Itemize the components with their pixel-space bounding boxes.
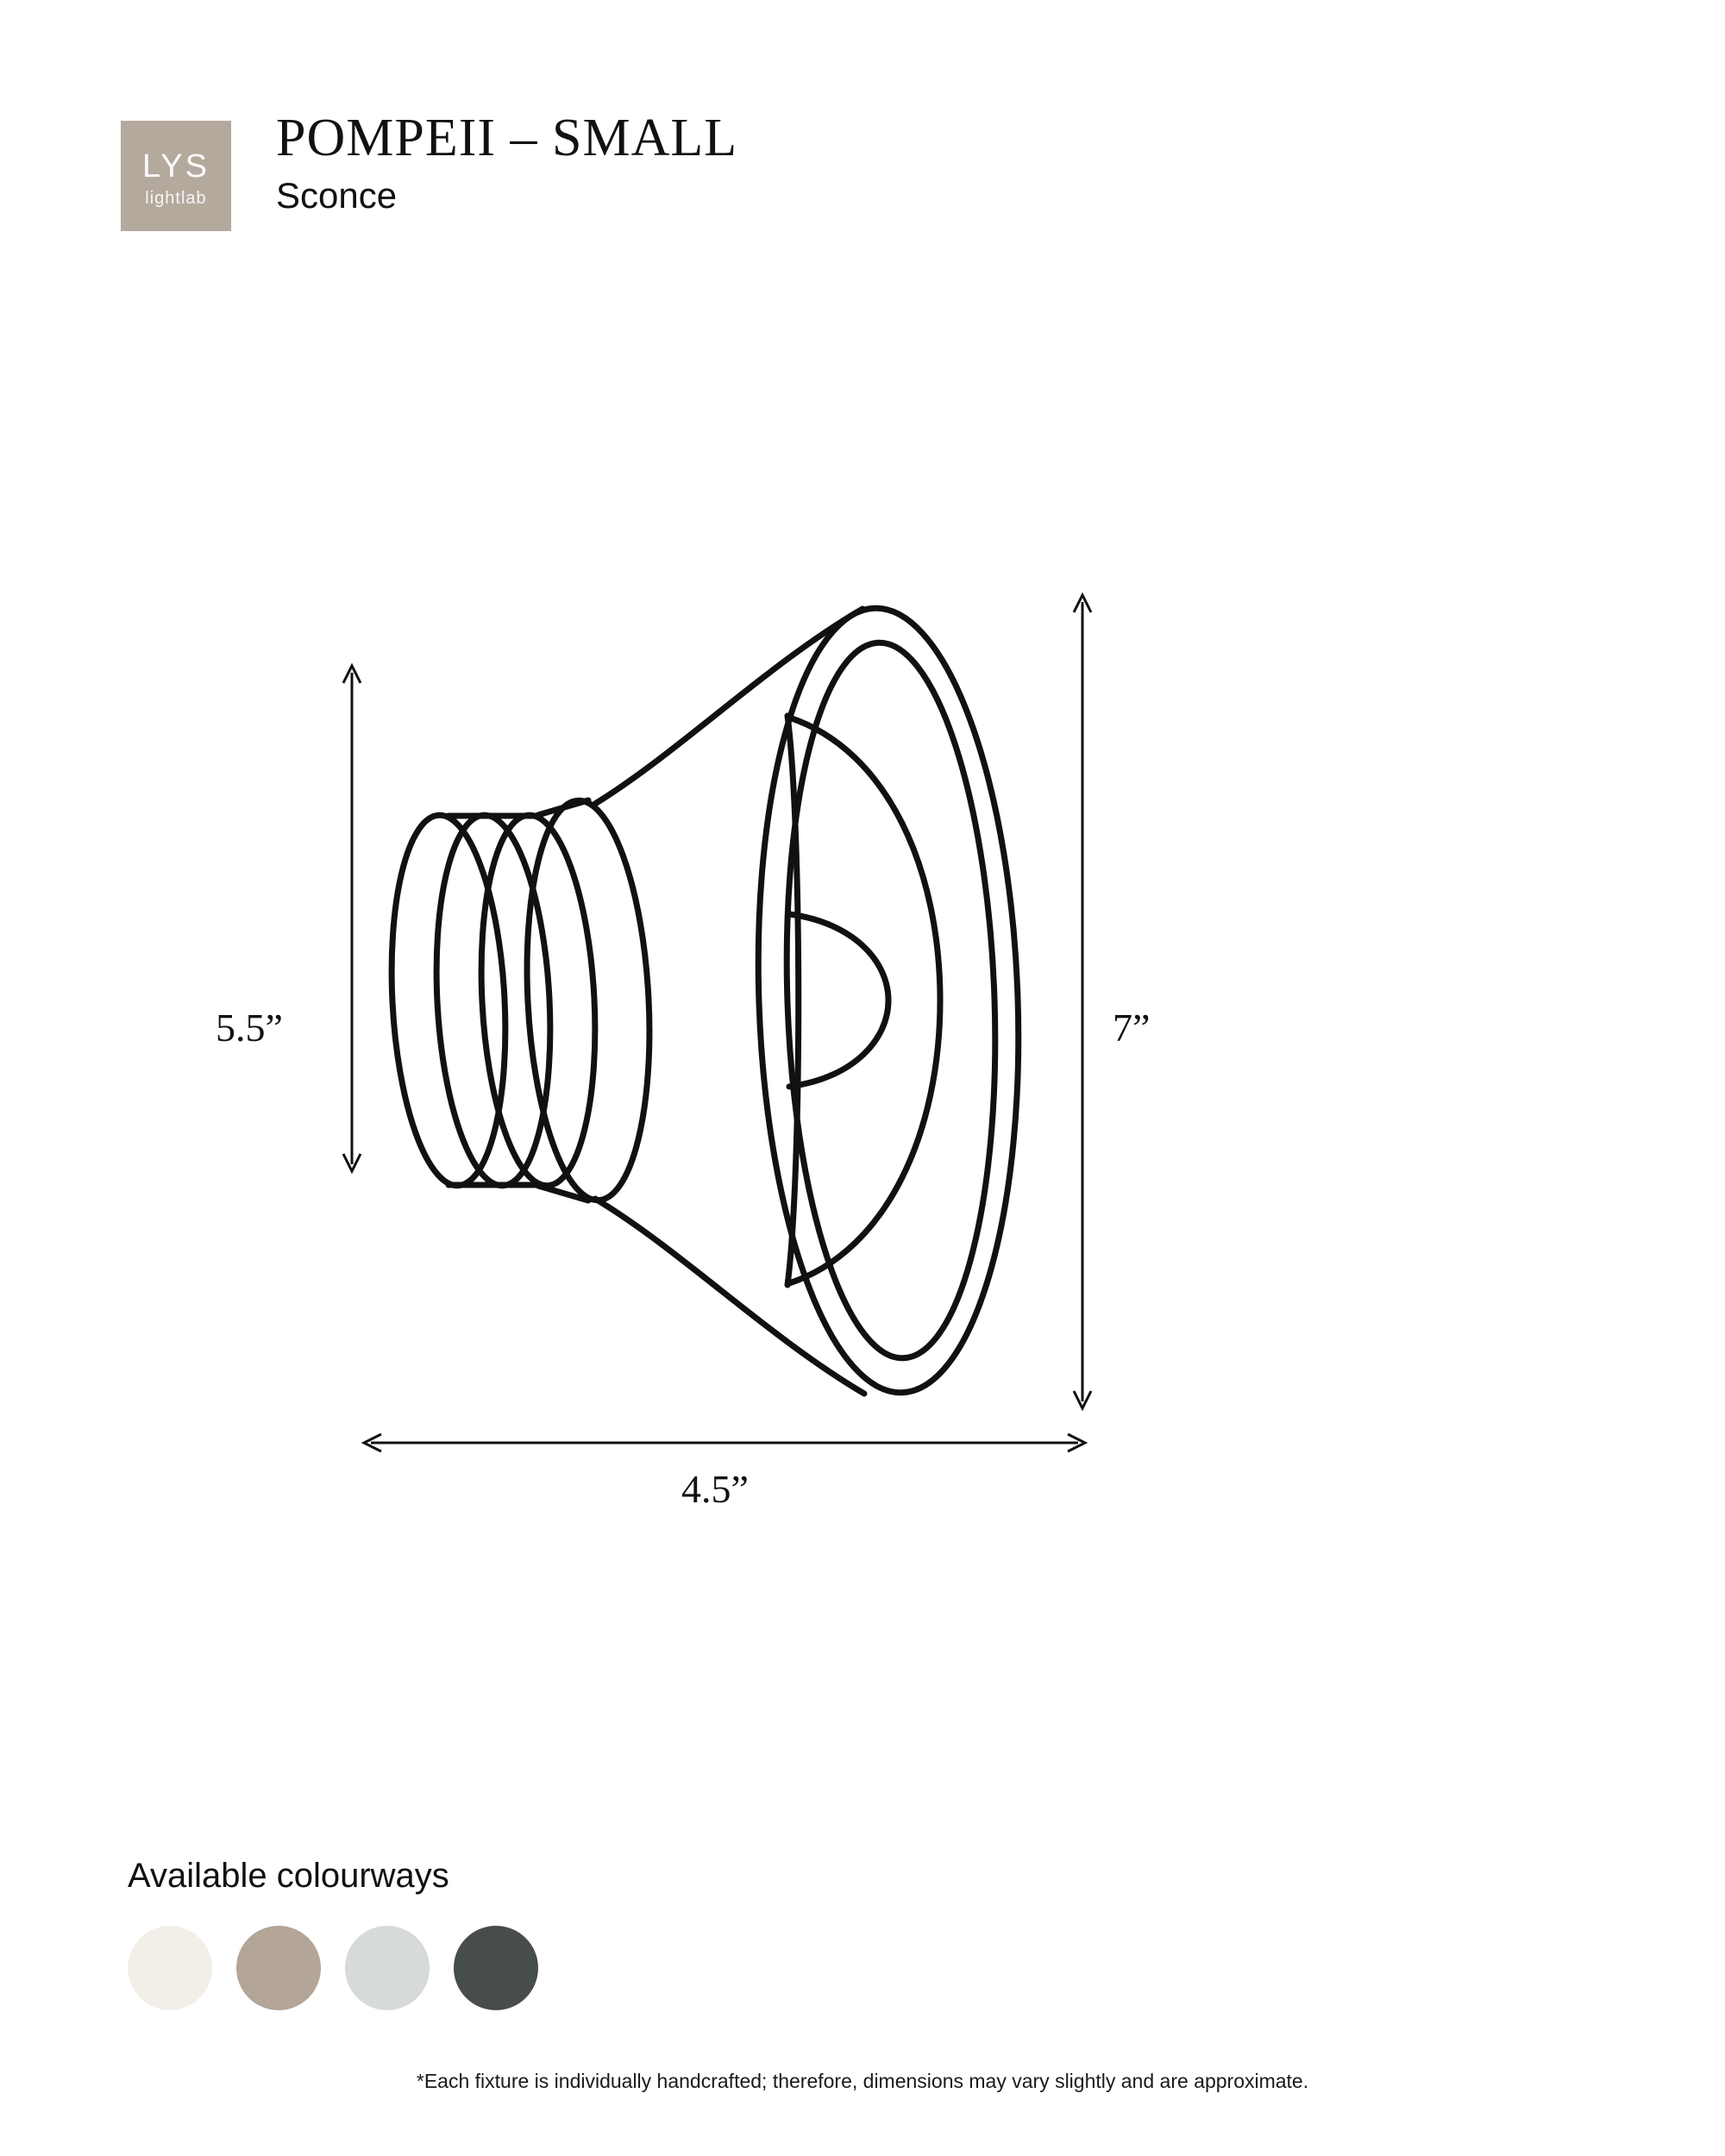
brand-logo — [121, 121, 231, 231]
dimension-width — [364, 1434, 1085, 1451]
swatch-taupe[interactable] — [236, 1926, 321, 2010]
dimension-depth — [1074, 595, 1091, 1408]
title-block — [276, 110, 737, 215]
colourways-title: Available colourways — [128, 1857, 449, 1895]
swatch-charcoal[interactable] — [454, 1926, 538, 2010]
swatch-light-grey[interactable] — [345, 1926, 430, 2010]
swatch-cream[interactable] — [128, 1926, 212, 2010]
colourways-section — [128, 1858, 538, 2010]
product-line-drawing — [216, 569, 1328, 1518]
dimension-height-label: 5.5” — [216, 1006, 283, 1050]
page-header — [121, 109, 738, 231]
colourway-swatch-row — [128, 1926, 538, 2010]
dimension-depth-label: 7” — [1113, 1006, 1151, 1050]
logo-mark-text: LYS — [141, 148, 210, 185]
page-subtitle: Sconce — [276, 175, 398, 216]
dimension-height — [343, 666, 361, 1171]
footnote-text: *Each fixture is individually handcrafted; therefore, dimensions may vary slightly and are approximate. — [416, 2070, 1309, 2092]
page-title: POMPEII – SMALL — [276, 109, 738, 167]
dimension-width-label: 4.5” — [681, 1467, 749, 1511]
logo-sub-text: lightlab — [145, 189, 207, 208]
